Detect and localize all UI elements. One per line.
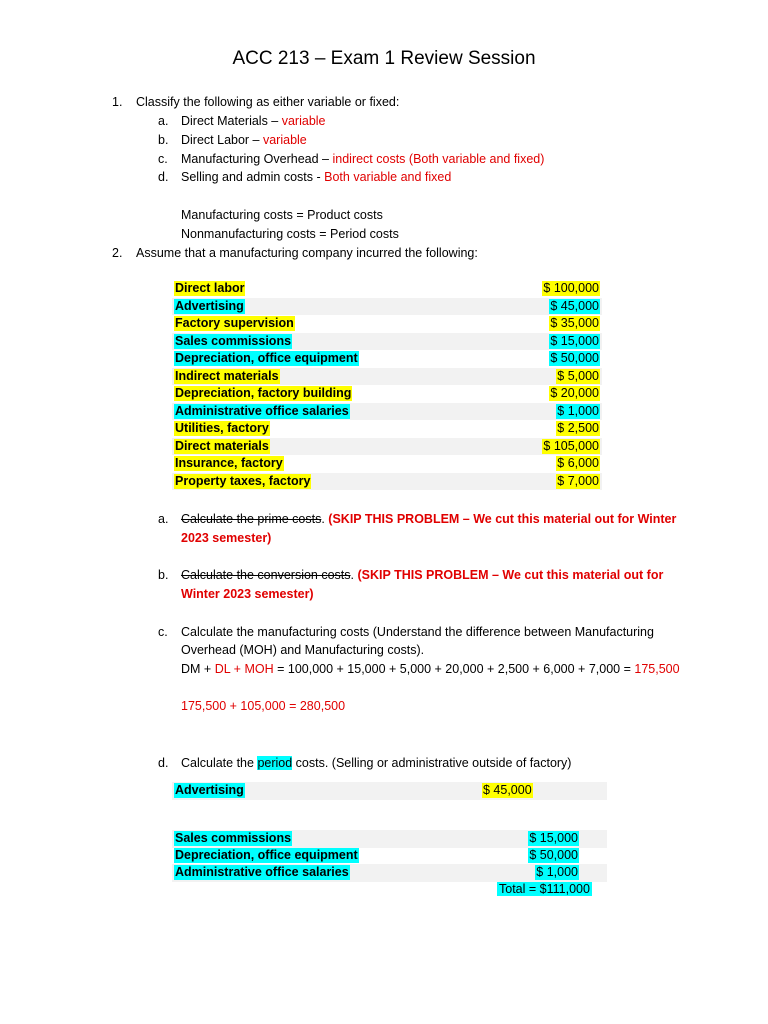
eq-dl-moh: DL + MOH	[214, 662, 274, 676]
period-label: Depreciation, office equipment	[175, 848, 358, 862]
q2a-letter: a.	[158, 512, 169, 526]
q2b-skip-note: (SKIP THIS PROBLEM – We cut this material out for	[357, 568, 664, 582]
cost-row	[172, 385, 602, 403]
cost-label: Advertising	[175, 298, 244, 313]
period-value: $ 50,000	[529, 848, 578, 862]
q1-item-letter: c.	[158, 152, 168, 166]
q2a-line1: Calculate the prime costs. (SKIP THIS PROBLEM – We cut this material out for Winter	[181, 512, 677, 526]
cost-row	[172, 368, 602, 386]
q2d-post: costs. (Selling or administrative outside of factory)	[292, 756, 572, 770]
cost-value: $ 6,000	[557, 456, 599, 470]
cost-value: $ 2,500	[557, 421, 599, 435]
cost-label: Direct materials	[175, 438, 269, 453]
q2a-struck-text: Calculate the prime costs	[181, 512, 322, 526]
q1-item-label: Direct Materials –	[181, 114, 282, 128]
q1-item-answer: indirect costs (Both variable and fixed)	[332, 152, 545, 166]
q1-item-b	[181, 133, 307, 147]
period-label: Sales commissions	[175, 831, 292, 845]
cost-label: Depreciation, factory building	[175, 386, 352, 400]
cost-row	[172, 315, 602, 333]
cost-value: $ 7,000	[557, 473, 599, 488]
q2b-skip-note-cont: Winter 2023 semester)	[181, 587, 314, 601]
period-label: Administrative office salaries	[175, 865, 349, 879]
period-advertising-label: Advertising	[175, 783, 244, 797]
cost-value: $ 20,000	[550, 386, 599, 400]
q1-item-label: Manufacturing Overhead –	[181, 152, 333, 166]
period-advertising-row	[172, 782, 607, 800]
cost-row	[172, 280, 602, 298]
period-row	[172, 847, 607, 865]
q1-item-a	[181, 114, 326, 128]
cost-label: Direct labor	[175, 281, 245, 295]
note-period-costs: Nonmanufacturing costs = Period costs	[181, 227, 399, 241]
q1-item-label: Selling and admin costs -	[181, 170, 325, 184]
eq-terms: = 100,000 + 15,000 + 5,000 + 20,000 + 2,500 + 6,000 + 7,000 =	[273, 662, 635, 676]
eq-result: 175,500	[634, 662, 680, 676]
cost-row	[172, 403, 602, 421]
q2c-line1: Calculate the manufacturing costs (Understand the difference between Manufacturing	[181, 625, 654, 639]
q2a-skip-note-cont: 2023 semester)	[181, 531, 272, 545]
q1-item-answer: variable	[262, 133, 307, 147]
cost-value: $ 45,000	[550, 298, 599, 313]
cost-row	[172, 455, 602, 473]
cost-row	[172, 438, 602, 456]
eq-dm: DM +	[181, 662, 215, 676]
q2b-struck-text: Calculate the conversion costs	[181, 568, 351, 582]
q1-item-letter: b.	[158, 133, 169, 147]
page-title: ACC 213 – Exam 1 Review Session	[232, 48, 536, 69]
cost-value: $ 35,000	[550, 316, 599, 330]
cost-label: Indirect materials	[175, 368, 279, 383]
cost-row	[172, 298, 602, 316]
cost-value: $ 15,000	[550, 333, 599, 348]
cost-label: Insurance, factory	[175, 456, 283, 470]
period-row	[172, 830, 607, 848]
q2c-line2: Overhead (MOH) and Manufacturing costs).	[181, 643, 425, 657]
period-value: $ 15,000	[529, 831, 578, 845]
cost-label: Factory supervision	[175, 316, 294, 330]
q2d-prompt	[181, 756, 571, 770]
question-2-number: 2.	[112, 246, 123, 260]
q1-item-letter: d.	[158, 170, 169, 184]
q1-item-c	[181, 152, 544, 166]
cost-row	[172, 473, 602, 491]
period-total: Total = $111,000	[499, 882, 590, 896]
question-2-prompt: Assume that a manufacturing company incurred the following:	[136, 246, 478, 260]
q2b-line1: Calculate the conversion costs. (SKIP THIS PROBLEM – We cut this material out for	[181, 568, 664, 582]
q1-item-d	[181, 170, 451, 184]
q2c-letter: c.	[158, 625, 168, 639]
cost-label: Depreciation, office equipment	[175, 351, 358, 365]
period-row	[172, 864, 607, 882]
cost-value: $ 1,000	[557, 403, 599, 418]
q2b-letter: b.	[158, 568, 169, 582]
cost-value: $ 5,000	[557, 368, 599, 383]
cost-row	[172, 350, 602, 368]
question-1-prompt: Classify the following as either variable or fixed:	[136, 95, 400, 109]
cost-row	[172, 420, 602, 438]
q2c-equation	[181, 662, 680, 676]
cost-value: $ 50,000	[550, 351, 599, 365]
cost-row	[172, 333, 602, 351]
q2d-letter: d.	[158, 756, 169, 770]
cost-label: Utilities, factory	[175, 421, 269, 435]
cost-value: $ 100,000	[543, 281, 599, 295]
cost-value: $ 105,000	[543, 438, 599, 453]
period-value: $ 1,000	[536, 865, 578, 879]
q1-item-answer: variable	[281, 114, 326, 128]
q1-item-label: Direct Labor –	[181, 133, 263, 147]
q2d-highlight-word: period	[257, 756, 293, 770]
period-advertising-value: $ 45,000	[483, 783, 532, 797]
question-1-number: 1.	[112, 95, 123, 109]
q2a-skip-note: (SKIP THIS PROBLEM – We cut this material out for Winter	[328, 512, 677, 526]
q2d-pre: Calculate the	[181, 756, 258, 770]
cost-label: Property taxes, factory	[175, 473, 311, 488]
q2c-total-line: 175,500 + 105,000 = 280,500	[181, 699, 346, 713]
q1-item-answer: Both variable and fixed	[324, 170, 452, 184]
cost-label: Administrative office salaries	[175, 403, 349, 418]
q1-item-letter: a.	[158, 114, 169, 128]
note-product-costs: Manufacturing costs = Product costs	[181, 208, 383, 222]
cost-label: Sales commissions	[175, 333, 292, 348]
